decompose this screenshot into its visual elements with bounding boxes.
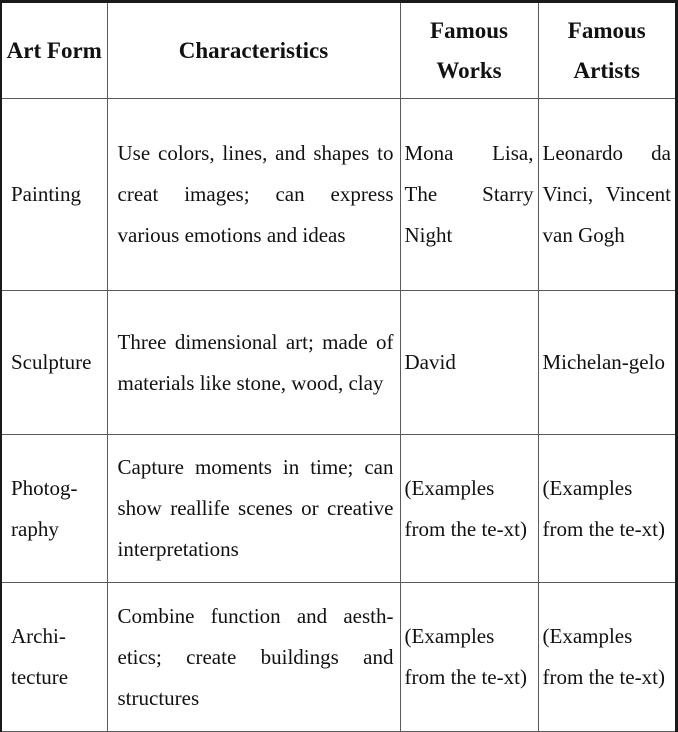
header-famous-artists: Famous Artists xyxy=(538,3,675,99)
header-characteristics: Characteristics xyxy=(107,3,400,99)
famous-artists-cell: (Examples from the te-xt) xyxy=(538,435,675,583)
header-art-form: Art Form xyxy=(2,3,107,99)
famous-works-cell: (Examples from the te-xt) xyxy=(400,583,538,732)
characteristics-cell: Combine function and aesth-etics; create buildings and structures xyxy=(107,583,400,732)
table-row xyxy=(2,583,675,732)
table-row xyxy=(2,435,675,583)
art-form-cell: Archi-tecture xyxy=(2,583,107,732)
art-form-cell: Sculpture xyxy=(2,291,107,435)
art-form-cell: Painting xyxy=(2,99,107,291)
characteristics-cell: Three dimensional art; made of materials like stone, wood, clay xyxy=(107,291,400,435)
famous-artists-cell: Michelan-gelo xyxy=(538,291,675,435)
famous-works-cell: Mona Lisa, The Starry Night xyxy=(400,99,538,291)
characteristics-cell: Capture moments in time; can show reallife scenes or creative interpretations xyxy=(107,435,400,583)
header-famous-works: Famous Works xyxy=(400,3,538,99)
famous-works-cell: (Examples from the te-xt) xyxy=(400,435,538,583)
art-forms-table xyxy=(2,3,675,732)
famous-artists-cell: Leonardo da Vinci, Vincent van Gogh xyxy=(538,99,675,291)
table-row xyxy=(2,291,675,435)
table-row xyxy=(2,99,675,291)
art-form-cell: Photog-raphy xyxy=(2,435,107,583)
characteristics-cell: Use colors, lines, and shapes to creat images; can express various emotions and ideas xyxy=(107,99,400,291)
table-header-row xyxy=(2,3,675,99)
famous-artists-cell: (Examples from the te-xt) xyxy=(538,583,675,732)
famous-works-cell: David xyxy=(400,291,538,435)
